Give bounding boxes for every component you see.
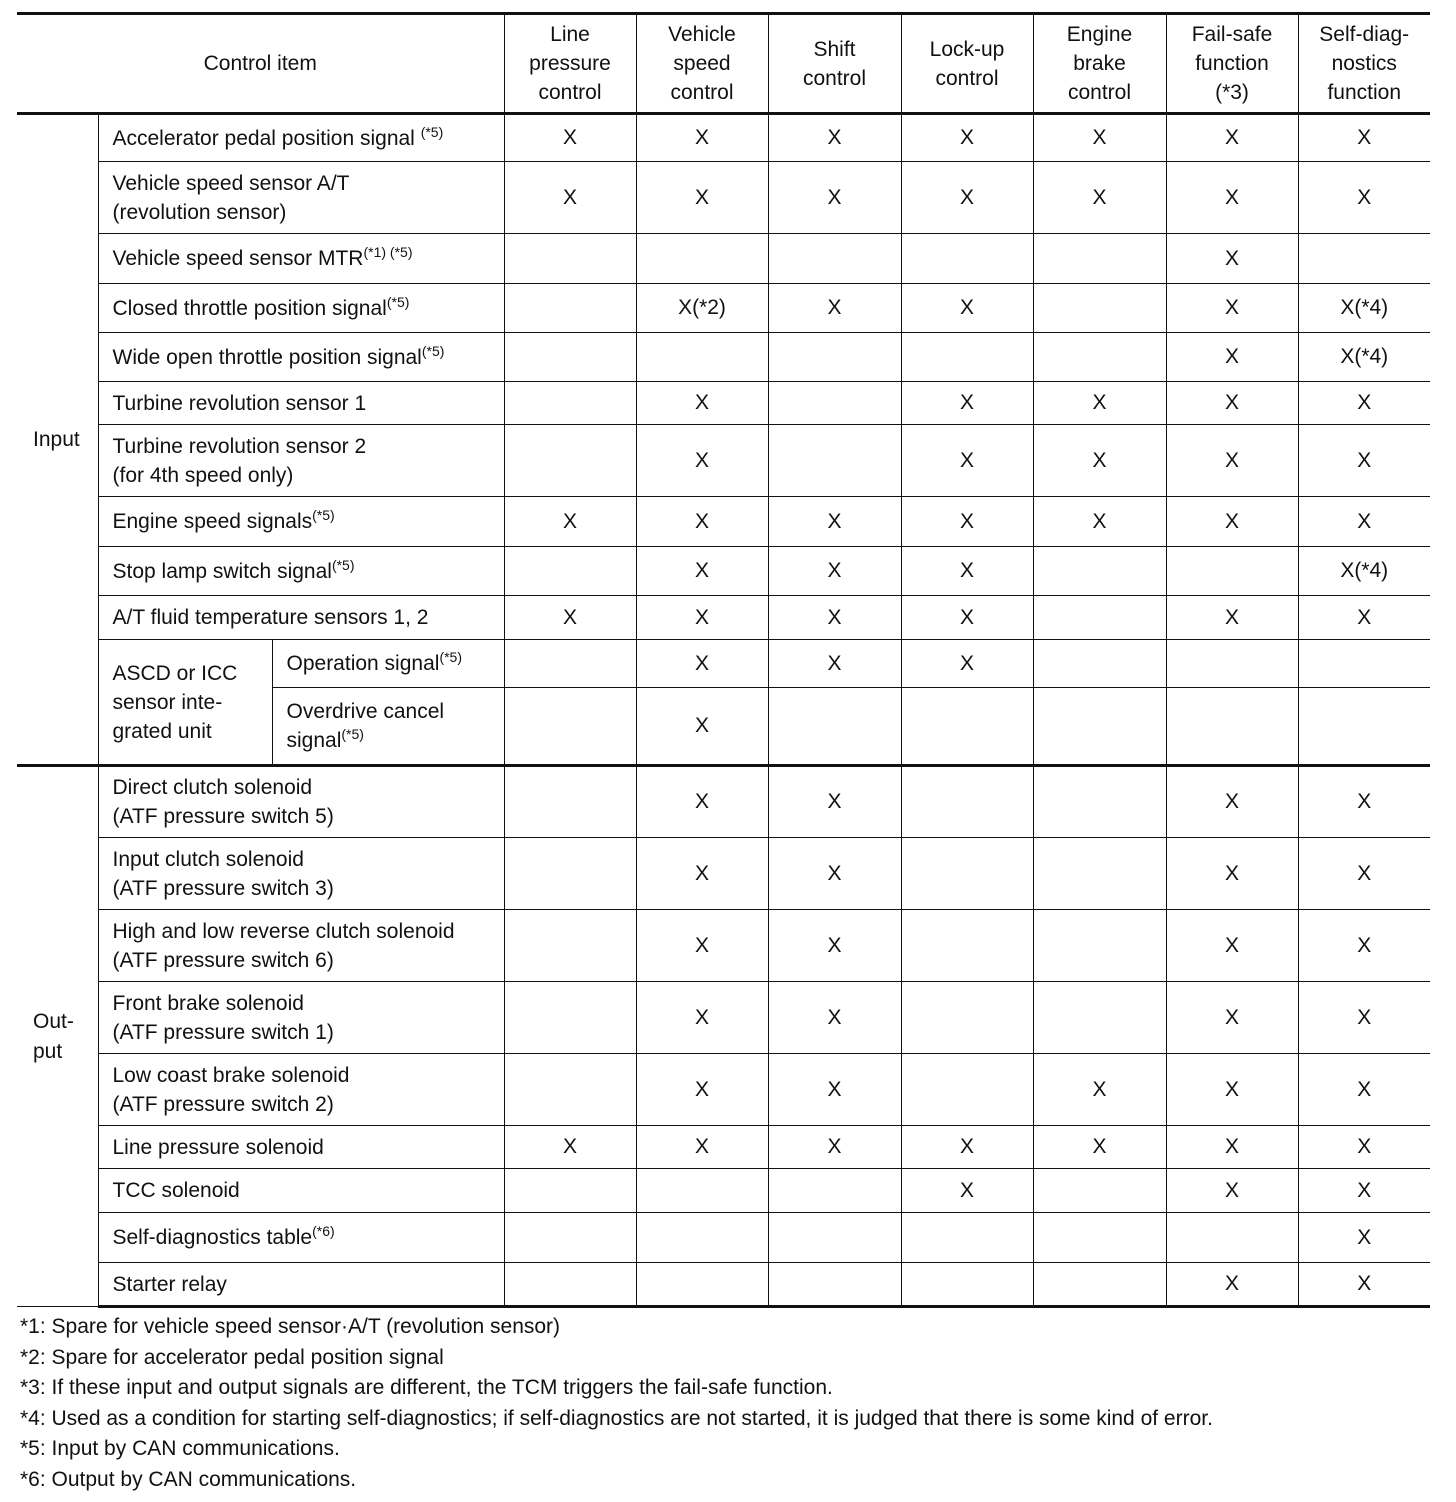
row-label	[98, 333, 504, 382]
row-label-text: Operation signal	[286, 652, 440, 675]
mark-cell	[1166, 547, 1298, 596]
mark-cell: X	[1166, 162, 1298, 234]
mark-cell: X	[504, 114, 636, 162]
mark-cell	[768, 1169, 901, 1213]
table-row	[17, 234, 1430, 284]
row-label-text: Turbine revolution sensor 2	[112, 434, 367, 458]
mark-cell	[504, 425, 636, 497]
mark-cell	[1298, 688, 1430, 766]
col-header-line-text: Shift	[813, 37, 856, 61]
mark-cell	[901, 333, 1033, 382]
row-label-text: (ATF pressure switch 1)	[112, 1020, 334, 1044]
mark-cell: X	[1298, 382, 1430, 425]
col-header-line-text: brake	[1073, 52, 1126, 75]
mark-cell: X	[901, 382, 1033, 425]
table-row	[17, 1126, 1430, 1169]
row-label	[98, 838, 504, 910]
mark-cell	[1033, 640, 1166, 688]
mark-cell	[901, 1263, 1033, 1307]
mark-cell	[901, 1054, 1033, 1126]
ascd-label-text: grated unit	[112, 719, 212, 743]
mark-cell	[1033, 234, 1166, 284]
header-row	[17, 14, 1430, 114]
mark-cell: X	[636, 162, 768, 234]
footnote: *2: Spare for accelerator pedal position signal	[20, 1345, 444, 1369]
mark-cell: X	[1298, 1126, 1430, 1169]
mark-cell	[504, 838, 636, 910]
col-header-line-text: Lock-up	[929, 37, 1005, 61]
table-row	[17, 1213, 1430, 1263]
footnote: *4: Used as a condition for starting self-diagnostics; if self-diagnostics are not started, it is judged that there is some kind of error.	[20, 1406, 1213, 1430]
mark-cell	[504, 688, 636, 766]
mark-cell: X	[901, 596, 1033, 640]
row-label	[98, 1126, 504, 1169]
mark-cell: X(*4)	[1298, 333, 1430, 382]
mark-cell	[901, 766, 1033, 838]
mark-cell	[1033, 1213, 1166, 1263]
mark-cell: X	[1298, 910, 1430, 982]
col-header-line-text: Engine	[1066, 23, 1133, 46]
mark-cell: X(*2)	[636, 284, 768, 333]
mark-cell	[1033, 838, 1166, 910]
col-header-line-text: speed	[673, 52, 731, 75]
mark-cell: X	[636, 1054, 768, 1126]
mark-cell: X	[768, 1126, 901, 1169]
row-label-text: Direct clutch solenoid	[112, 776, 313, 799]
mark-cell: X	[1166, 982, 1298, 1054]
col-header	[504, 14, 636, 114]
mark-cell: X	[768, 838, 901, 910]
row-label-footnote-ref: (*5)	[386, 293, 410, 310]
row-label-text: (ATF pressure switch 3)	[112, 876, 334, 900]
mark-cell: X	[1033, 382, 1166, 425]
mark-cell: X	[901, 1126, 1033, 1169]
row-label	[98, 596, 504, 640]
mark-cell: X	[768, 162, 901, 234]
table-row	[17, 982, 1430, 1054]
mark-cell	[504, 982, 636, 1054]
mark-cell	[1166, 640, 1298, 688]
mark-cell	[504, 333, 636, 382]
mark-cell: X	[901, 114, 1033, 162]
row-label-text: Engine speed signals	[112, 510, 313, 533]
footnote: *6: Output by CAN communications.	[20, 1467, 357, 1491]
mark-cell: X	[1298, 1054, 1430, 1126]
mark-cell	[901, 234, 1033, 284]
col-header-line-text: (*3)	[1215, 81, 1249, 104]
mark-cell: X	[636, 596, 768, 640]
table-body	[17, 114, 1430, 1307]
output-label-text: put	[33, 1039, 63, 1063]
mark-cell: X	[768, 640, 901, 688]
mark-cell: X(*4)	[1298, 284, 1430, 333]
mark-cell: X	[901, 497, 1033, 547]
col-header-line-text: Self-diag-	[1319, 23, 1410, 46]
mark-cell: X	[1298, 114, 1430, 162]
mark-cell	[1033, 1169, 1166, 1213]
mark-cell: X	[1166, 1169, 1298, 1213]
col-header	[1033, 14, 1166, 114]
ascd-label-text: sensor inte-	[112, 690, 223, 714]
row-label-text: (ATF pressure switch 5)	[112, 805, 334, 828]
mark-cell	[636, 333, 768, 382]
mark-cell: X	[1166, 234, 1298, 284]
col-header-line-text: control	[1067, 81, 1132, 104]
mark-cell	[1033, 688, 1166, 766]
mark-cell	[1166, 1213, 1298, 1263]
mark-cell	[636, 1213, 768, 1263]
row-label-footnote-ref: (*6)	[312, 1223, 335, 1239]
mark-cell: X	[768, 982, 901, 1054]
mark-cell: X	[1033, 1054, 1166, 1126]
row-label-footnote-ref: (*5)	[421, 342, 445, 359]
col-header-line-text: control	[538, 81, 602, 104]
mark-cell: X	[768, 1054, 901, 1126]
mark-cell: X	[1298, 596, 1430, 640]
mark-cell: X	[636, 497, 768, 547]
mark-cell	[504, 640, 636, 688]
table-row	[17, 640, 1430, 688]
mark-cell: X	[768, 114, 901, 162]
mark-cell: X	[1166, 382, 1298, 425]
row-label-text: signal	[286, 729, 342, 752]
table-row	[17, 910, 1430, 982]
row-label-footnote-ref: (*5)	[331, 556, 355, 573]
footnote: *1: Spare for vehicle speed sensor·A/T (revolution sensor)	[20, 1315, 561, 1338]
mark-cell	[768, 333, 901, 382]
row-label	[98, 910, 504, 982]
mark-cell: X	[901, 640, 1033, 688]
mark-cell: X	[1166, 1054, 1298, 1126]
row-label-footnote-ref: (*5)	[439, 649, 462, 665]
mark-cell	[1033, 284, 1166, 333]
col-header-line-text: Line	[550, 23, 590, 46]
row-label	[272, 688, 504, 766]
mark-cell: X	[636, 982, 768, 1054]
mark-cell	[901, 982, 1033, 1054]
mark-cell	[1033, 910, 1166, 982]
row-label-text: High and low reverse clutch solenoid	[112, 919, 455, 943]
row-label	[98, 1263, 504, 1307]
table-row	[17, 1054, 1430, 1126]
row-label-text: (ATF pressure switch 6)	[112, 948, 334, 972]
mark-cell: X	[636, 382, 768, 425]
mark-cell	[504, 234, 636, 284]
output-label-text: Out-	[33, 1009, 74, 1033]
input-group-label: Input	[17, 114, 98, 766]
mark-cell	[1033, 596, 1166, 640]
row-label	[98, 284, 504, 333]
mark-cell	[768, 382, 901, 425]
col-header-line-text: control	[935, 66, 999, 90]
mark-cell: X	[504, 162, 636, 234]
mark-cell: X	[768, 596, 901, 640]
mark-cell: X	[504, 1126, 636, 1169]
mark-cell: X	[768, 766, 901, 838]
row-label-text: Input clutch solenoid	[112, 847, 304, 871]
mark-cell: X	[1166, 838, 1298, 910]
table-row	[17, 596, 1430, 640]
row-label	[98, 1213, 504, 1263]
mark-cell	[636, 234, 768, 284]
row-label-text: Overdrive cancel	[286, 700, 445, 723]
mark-cell	[768, 688, 901, 766]
table-row	[17, 382, 1430, 425]
mark-cell	[901, 838, 1033, 910]
mark-cell: X	[768, 910, 901, 982]
mark-cell	[1033, 766, 1166, 838]
mark-cell	[636, 1263, 768, 1307]
row-label-text: Vehicle speed sensor A/T	[112, 171, 350, 195]
mark-cell: X	[1298, 497, 1430, 547]
mark-cell: X	[636, 425, 768, 497]
mark-cell: X	[1298, 766, 1430, 838]
row-label	[272, 640, 504, 688]
row-label-text: Self-diagnostics table	[112, 1226, 313, 1249]
mark-cell: X	[1166, 596, 1298, 640]
row-label-text: Turbine revolution sensor 1	[112, 391, 367, 415]
mark-cell	[1033, 982, 1166, 1054]
mark-cell: X	[636, 114, 768, 162]
row-label	[98, 1054, 504, 1126]
mark-cell	[504, 1213, 636, 1263]
row-label-text: (revolution sensor)	[112, 200, 287, 224]
col-header-line-text: control	[670, 81, 734, 104]
mark-cell: X	[1298, 425, 1430, 497]
row-label-footnote-ref: (*5)	[312, 507, 335, 523]
mark-cell	[768, 234, 901, 284]
row-label-text: Starter relay	[112, 1272, 227, 1296]
row-label-text: Line pressure solenoid	[112, 1135, 324, 1159]
mark-cell: X	[1166, 425, 1298, 497]
col-header-line-text: pressure	[529, 52, 611, 75]
table-row	[17, 497, 1430, 547]
row-label	[98, 162, 504, 234]
table-row	[17, 547, 1430, 596]
row-label	[98, 425, 504, 497]
mark-cell: X(*4)	[1298, 547, 1430, 596]
col-header-line-text: Vehicle	[668, 23, 736, 46]
row-label-footnote-ref: (*5)	[420, 123, 444, 140]
footnote: *5: Input by CAN communications.	[20, 1437, 340, 1461]
mark-cell: X	[901, 547, 1033, 596]
mark-cell: X	[504, 497, 636, 547]
col-header-line-text: function	[1327, 81, 1402, 104]
control-item-header: Control item	[17, 14, 504, 114]
mark-cell: X	[768, 547, 901, 596]
mark-cell	[504, 1169, 636, 1213]
mark-cell: X	[636, 910, 768, 982]
row-label-text: (for 4th speed only)	[112, 463, 294, 487]
col-header	[1298, 14, 1430, 114]
mark-cell: X	[1166, 766, 1298, 838]
mark-cell	[1033, 333, 1166, 382]
row-label	[98, 1169, 504, 1213]
mark-cell: X	[636, 640, 768, 688]
mark-cell	[504, 547, 636, 596]
mark-cell	[1298, 640, 1430, 688]
table-row	[17, 425, 1430, 497]
row-label	[98, 982, 504, 1054]
mark-cell: X	[1166, 910, 1298, 982]
mark-cell: X	[636, 766, 768, 838]
mark-cell: X	[1298, 1169, 1430, 1213]
mark-cell: X	[1033, 114, 1166, 162]
mark-cell	[901, 910, 1033, 982]
mark-cell: X	[1033, 162, 1166, 234]
row-label-text: A/T fluid temperature sensors 1, 2	[112, 606, 429, 629]
row-label-text: Low coast brake solenoid	[112, 1063, 350, 1087]
row-label	[98, 497, 504, 547]
mark-cell: X	[1033, 425, 1166, 497]
col-header-line-text: control	[802, 66, 867, 90]
mark-cell: X	[1298, 162, 1430, 234]
col-header-line-text: nostics	[1331, 52, 1397, 75]
footnote: *3: If these input and output signals are different, the TCM triggers the fail-safe function.	[20, 1376, 833, 1400]
mark-cell: X	[1033, 497, 1166, 547]
table-row	[17, 766, 1430, 838]
mark-cell: X	[901, 425, 1033, 497]
mark-cell: X	[1166, 284, 1298, 333]
mark-cell: X	[504, 596, 636, 640]
mark-cell	[1298, 234, 1430, 284]
mark-cell: X	[768, 284, 901, 333]
mark-cell	[1033, 547, 1166, 596]
row-label	[98, 114, 504, 162]
mark-cell	[1166, 688, 1298, 766]
row-label-text: Vehicle speed sensor MTR	[112, 247, 364, 270]
mark-cell: X	[636, 838, 768, 910]
row-label	[98, 766, 504, 838]
row-label-text: Accelerator pedal position signal	[112, 126, 421, 150]
footnotes	[20, 1312, 1213, 1496]
mark-cell: X	[636, 547, 768, 596]
row-label	[98, 234, 504, 284]
mark-cell: X	[1166, 497, 1298, 547]
mark-cell: X	[1298, 982, 1430, 1054]
col-header	[768, 14, 901, 114]
mark-cell: X	[768, 497, 901, 547]
mark-cell	[504, 910, 636, 982]
row-label	[98, 382, 504, 425]
row-label-text: Wide open throttle position signal	[112, 345, 422, 369]
mark-cell: X	[1166, 333, 1298, 382]
col-header	[636, 14, 768, 114]
mark-cell	[1033, 1263, 1166, 1307]
mark-cell: X	[1166, 1263, 1298, 1307]
row-label-text: (ATF pressure switch 2)	[112, 1092, 334, 1116]
output-group-label	[17, 766, 98, 1307]
row-label-text: TCC solenoid	[112, 1179, 240, 1202]
table-row	[17, 333, 1430, 382]
mark-cell	[504, 382, 636, 425]
row-label-text: Stop lamp switch signal	[112, 559, 332, 583]
ascd-label-text: ASCD or ICC	[112, 661, 238, 685]
mark-cell: X	[1166, 114, 1298, 162]
mark-cell: X	[1166, 1126, 1298, 1169]
control-table	[17, 12, 1430, 1308]
mark-cell: X	[636, 1126, 768, 1169]
mark-cell	[504, 766, 636, 838]
table-row	[17, 114, 1430, 162]
table-row	[17, 1169, 1430, 1213]
row-label	[98, 547, 504, 596]
mark-cell	[504, 284, 636, 333]
col-header	[901, 14, 1033, 114]
mark-cell: X	[901, 1169, 1033, 1213]
row-label-text: Closed throttle position signal	[112, 296, 387, 320]
row-label-footnote-ref: (*5)	[341, 726, 364, 742]
mark-cell: X	[636, 688, 768, 766]
row-label-footnote-ref: (*1) (*5)	[363, 244, 413, 260]
mark-cell: X	[1298, 1263, 1430, 1307]
mark-cell	[901, 688, 1033, 766]
mark-cell	[768, 425, 901, 497]
mark-cell: X	[901, 162, 1033, 234]
table-row	[17, 284, 1430, 333]
table-row	[17, 838, 1430, 910]
mark-cell	[768, 1263, 901, 1307]
mark-cell	[504, 1263, 636, 1307]
col-header-line-text: Fail-safe	[1191, 23, 1273, 46]
table-row	[17, 1263, 1430, 1307]
mark-cell	[636, 1169, 768, 1213]
col-header-line-text: function	[1195, 52, 1269, 75]
mark-cell	[768, 1213, 901, 1263]
mark-cell	[901, 1213, 1033, 1263]
mark-cell: X	[1298, 838, 1430, 910]
table-row	[17, 162, 1430, 234]
mark-cell: X	[901, 284, 1033, 333]
mark-cell: X	[1298, 1213, 1430, 1263]
col-header	[1166, 14, 1298, 114]
mark-cell	[504, 1054, 636, 1126]
ascd-group-label	[98, 640, 272, 766]
row-label-text: Front brake solenoid	[112, 991, 304, 1015]
mark-cell: X	[1033, 1126, 1166, 1169]
